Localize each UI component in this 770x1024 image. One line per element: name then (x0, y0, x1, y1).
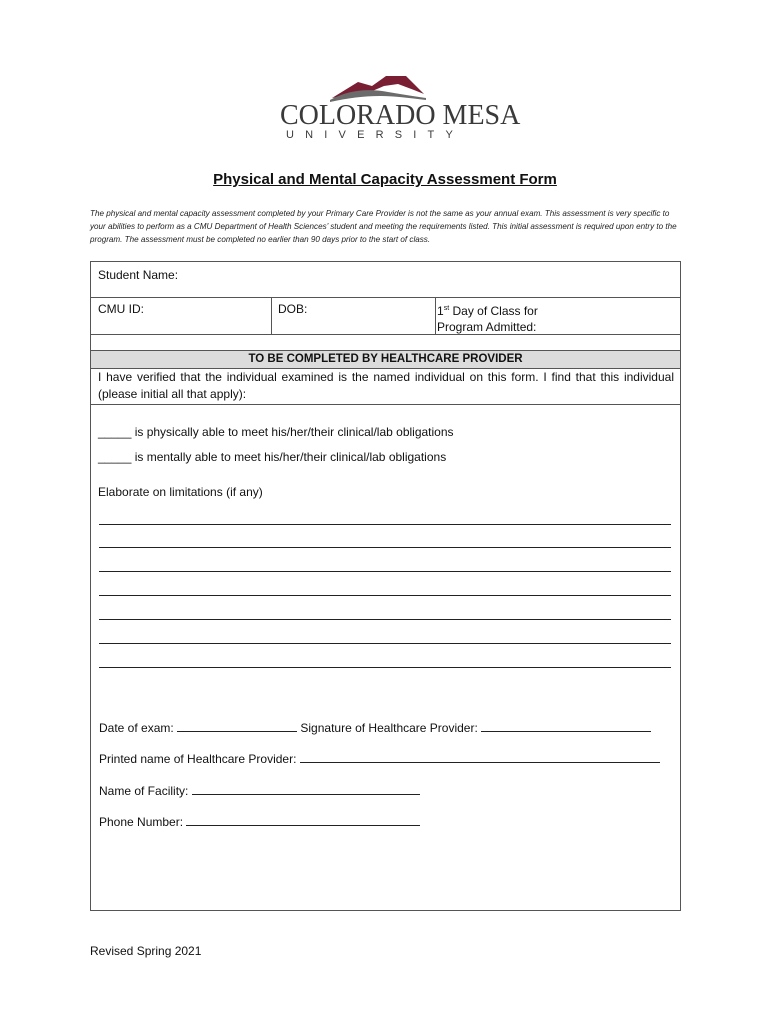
signature-field[interactable] (481, 719, 651, 732)
first-day-label (437, 301, 538, 319)
cmu-id-label: CMU ID: (98, 302, 144, 316)
limitations-line[interactable] (99, 667, 671, 668)
phone-field[interactable] (186, 813, 420, 826)
facility-row (99, 782, 420, 798)
facility-label: Name of Facility: (99, 784, 192, 798)
id-dob-row (91, 298, 680, 335)
mesa-mountain-icon (328, 72, 428, 102)
first-day-text: Day of Class for (449, 304, 538, 318)
provider-section-header: TO BE COMPLETED BY HEALTHCARE PROVIDER (91, 351, 680, 369)
student-name-row (91, 262, 680, 298)
date-of-exam-field[interactable] (177, 719, 297, 732)
elaborate-label: Elaborate on limitations (if any) (98, 485, 263, 499)
intro-paragraph: The physical and mental capacity assessment completed by your Primary Care Provider is not the same as your annual exam. This assessment is very specific to your abilities to perform as a CMU Department of Health Sciences’ student and meeting the requirements listed. This initial assessment is required upon entry to the program. The assessment must be completed no earlier than 90 days prior to the start of class. (90, 209, 677, 244)
first-day-number: 1 (437, 304, 444, 318)
assessment-form (90, 261, 681, 911)
spacer-row (91, 335, 680, 351)
program-admitted-label: Program Admitted: (437, 320, 537, 334)
phone-label: Phone Number: (99, 815, 187, 829)
printed-name-field[interactable] (300, 750, 660, 763)
limitations-line[interactable] (99, 643, 671, 644)
limitations-line[interactable] (99, 571, 671, 572)
signature-label: Signature of Healthcare Provider: (297, 721, 482, 735)
first-day-suffix: st (443, 305, 450, 312)
revision-note: Revised Spring 2021 (90, 944, 202, 958)
date-of-exam-label: Date of exam: (99, 721, 178, 735)
verification-statement: I have verified that the individual examined is the named individual on this form. I find that this individual (please initial all that apply): (98, 370, 674, 401)
dob-cell[interactable] (272, 298, 436, 334)
limitations-line[interactable] (99, 595, 671, 596)
logo-name: COLORADO MESA (280, 100, 521, 131)
limitations-line[interactable] (99, 524, 671, 525)
section-divider (91, 404, 680, 405)
logo-subtitle: UNIVERSITY (286, 129, 465, 141)
exam-signature-row (99, 719, 651, 735)
limitations-line[interactable] (99, 619, 671, 620)
printed-name-row (99, 750, 660, 766)
dob-label: DOB: (278, 302, 308, 316)
page-title: Physical and Mental Capacity Assessment Form (213, 171, 557, 188)
limitations-line[interactable] (99, 547, 671, 548)
mental-ability-line[interactable]: _____ is mentally able to meet his/her/their clinical/lab obligations (98, 450, 447, 464)
university-logo (272, 72, 521, 142)
student-name-label: Student Name: (98, 268, 179, 282)
cmu-id-cell[interactable] (91, 298, 272, 334)
printed-name-label: Printed name of Healthcare Provider: (99, 752, 300, 766)
physical-ability-line[interactable]: _____ is physically able to meet his/her/their clinical/lab obligations (98, 425, 454, 439)
facility-field[interactable] (192, 782, 420, 795)
first-day-cell[interactable] (437, 301, 538, 335)
phone-row (99, 813, 420, 829)
